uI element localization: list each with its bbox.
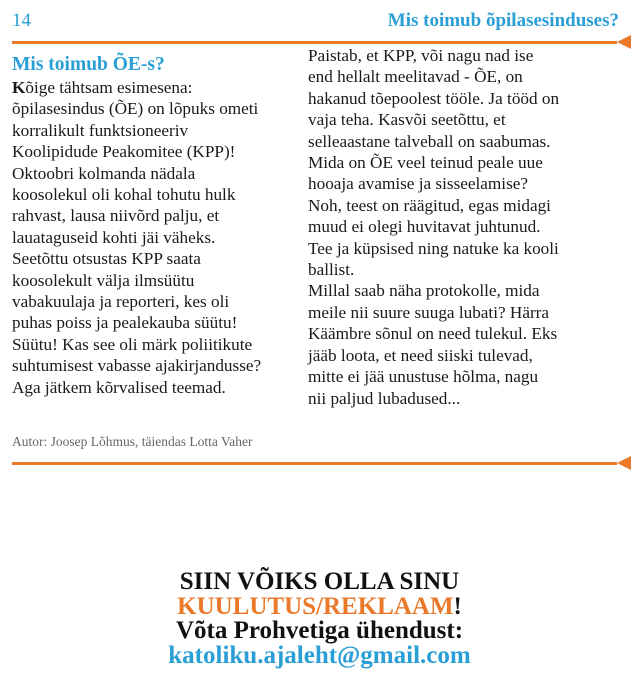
article-line: Mida on ÕE veel teinud peale uue xyxy=(308,153,543,173)
article-line: õige tähtsam esimesena: xyxy=(25,78,193,97)
article-line: vabakuulaja ja reporteri, kes oli xyxy=(12,292,230,312)
article-line: Süütu! Kas see oli märk poliitikute xyxy=(12,334,253,354)
article-line: koosolekult välja ilmsüütu xyxy=(12,270,195,290)
article-line: mitte ei jää unustuse hõlma, nagu xyxy=(308,367,539,387)
article-line: hooaja avamise ja sisseelamise? xyxy=(308,174,529,194)
bottom-divider-arrow-icon xyxy=(617,456,631,470)
article-line: puhas poiss ja pealekauba süütu! xyxy=(12,313,238,333)
article-right-column xyxy=(308,45,626,409)
ad-highlight: KUULUTUS/REKLAAM xyxy=(177,592,454,620)
article-line: selleaastane talveball on saabumas. xyxy=(308,131,551,151)
article-line: Koolipidude Peakomitee (KPP)! xyxy=(12,142,236,162)
article-line: Noh, teest on räägitud, egas midagi xyxy=(308,195,551,215)
ad-line-2 xyxy=(0,592,639,620)
article-line: õpilasesindus (ÕE) on lõpuks ometi xyxy=(12,99,259,119)
article-line: end hellalt meelitavad - ÕE, on xyxy=(308,67,523,87)
top-divider xyxy=(12,41,617,44)
ad-line-3: Võta Prohvetiga ühendust: xyxy=(175,617,464,644)
article-line: Millal saab näha protokolle, mida xyxy=(308,281,540,301)
article-line: Käämbre sõnul on need tulekul. Eks xyxy=(308,324,558,344)
article-line: koosolekul oli kohal tohutu hulk xyxy=(12,185,236,205)
article-author: Autor: Joosep Lõhmus, täiendas Lotta Vaher xyxy=(12,434,253,449)
article-line: korralikult funktsioneeriv xyxy=(12,120,189,140)
dropcap: K xyxy=(12,78,26,97)
article-line: nii paljud lubadused... xyxy=(308,388,461,408)
bottom-divider xyxy=(12,462,617,465)
advertisement-block xyxy=(0,570,639,668)
article-line: Paistab, et KPP, või nagu nad ise xyxy=(308,46,534,65)
ad-line-1: SIIN VÕIKS OLLA SINU xyxy=(179,568,460,595)
ad-exclamation: ! xyxy=(453,592,462,620)
page-number: 14 xyxy=(12,10,31,31)
article-line: jääb loota, et need siiski tulevad, xyxy=(308,345,533,365)
ad-email-link[interactable]: katoliku.ajaleht@gmail.com xyxy=(168,641,471,669)
article-line: Seetõttu otsustas KPP saata xyxy=(12,249,201,269)
article-first-line xyxy=(12,77,304,98)
article-line: vaja teha. Kasvõi seetõttu, et xyxy=(308,110,506,130)
article-line: rahvast, lausa niivõrd palju, et xyxy=(12,206,220,226)
article-line: hakanud tõepoolest tööle. Ja tööd on xyxy=(308,88,560,108)
article-line: suhtumisest vabasse ajakirjandusse? xyxy=(12,356,262,376)
article-line: lauataguseid kohti jäi väheks. xyxy=(12,227,216,247)
article-line: Aga jätkem kõrvalised teemad. xyxy=(12,377,226,397)
article-line: Tee ja küpsised ning natuke ka kooli xyxy=(308,238,559,258)
article-line: muud ei olegi huvitavat juhtunud. xyxy=(308,217,541,237)
section-title: Mis toimub õpilasesinduses? xyxy=(387,10,619,31)
article-left-column xyxy=(12,53,304,398)
article-line: meile nii suure suuga lubati? Härra xyxy=(308,302,550,322)
article-title: Mis toimub ÕE-s? xyxy=(12,54,165,75)
article-line: Oktoobri kolmanda nädala xyxy=(12,163,196,183)
article-line: ballist. xyxy=(308,260,355,280)
